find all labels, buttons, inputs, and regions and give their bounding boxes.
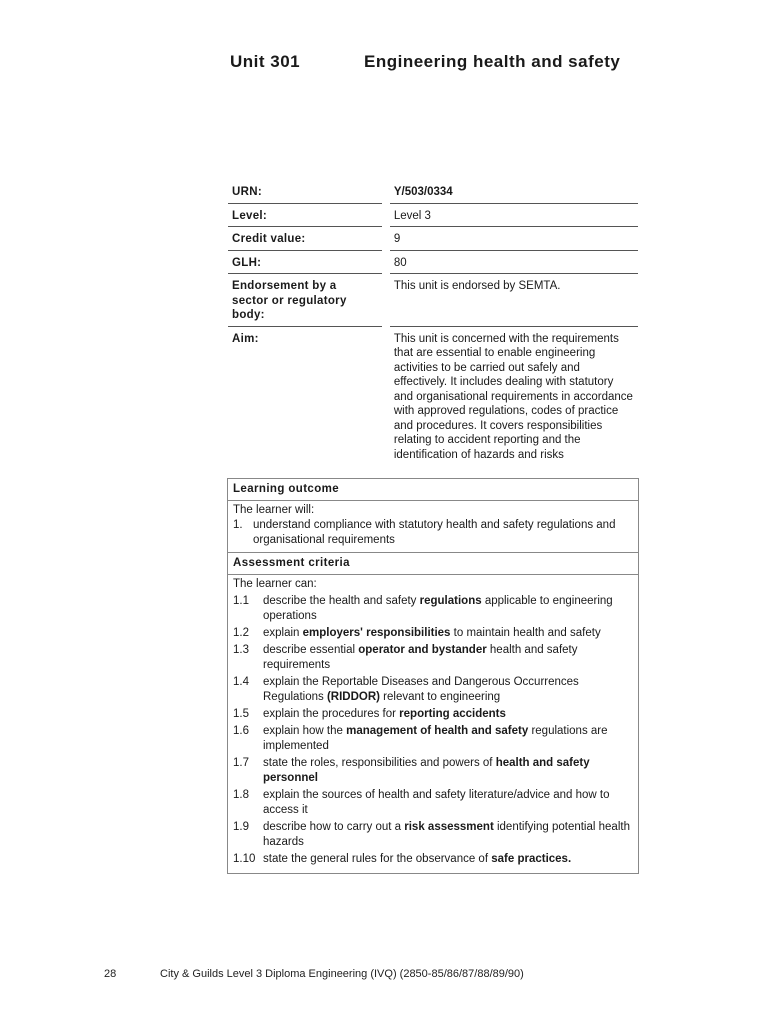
criterion-text: explain how the management of health and safety regulations are implemented (263, 725, 608, 752)
criterion-keyword: health and safety personnel (263, 757, 590, 784)
unit-info-table (228, 180, 638, 465)
criterion-number: 1.10 (233, 853, 256, 865)
unit-number: Unit 301 (230, 52, 301, 71)
info-label: Level: (228, 203, 382, 227)
learning-outcome-heading: Learning outcome (228, 479, 638, 501)
criterion-text: explain the procedures for reporting accidents (263, 708, 506, 720)
criterion-number: 1.3 (233, 644, 249, 656)
criterion-number: 1.5 (233, 708, 249, 720)
info-row (228, 326, 638, 465)
criterion-item (233, 724, 633, 754)
info-value: 80 (390, 250, 638, 274)
info-value: This unit is endorsed by SEMTA. (390, 274, 638, 327)
criterion-item (233, 820, 633, 850)
info-value: Y/503/0334 (390, 180, 638, 203)
assessment-intro: The learner can: (233, 578, 317, 590)
criterion-keyword: risk assessment (404, 821, 494, 833)
info-label: Aim: (232, 332, 259, 345)
info-row (228, 180, 638, 203)
info-row (228, 203, 638, 227)
info-value: This unit is concerned with the requirements that are essential to enable engineering activities to be carried out safely and effectively. It includes dealing with statutory and organisational requirements in accordance with approved regulations, codes of practice and procedures. It covers responsibilities relating to accident reporting and the identification of hazards and risks (393, 332, 633, 461)
criterion-keyword: reporting accidents (399, 708, 506, 720)
criterion-text: explain employers' responsibilities to maintain health and safety (263, 627, 601, 639)
info-row (228, 227, 638, 251)
criterion-keyword: management of health and safety (346, 725, 529, 737)
learning-outcome-intro: The learner will: (233, 504, 315, 516)
page-title (230, 52, 650, 72)
criterion-text: describe essential operator and bystander health and safety requirements (263, 644, 578, 671)
info-value: Level 3 (390, 203, 638, 227)
criterion-text: explain the Reportable Diseases and Dangerous Occurrences Regulations (RIDDOR) relevant to engineering (263, 676, 579, 703)
outcome-text: understand compliance with statutory health and safety regulations and organisational requirements (253, 519, 616, 546)
info-label: Endorsement by a sector or regulatory body: (228, 274, 382, 327)
info-row (228, 274, 638, 327)
criterion-text: describe how to carry out a risk assessment identifying potential health hazards (263, 821, 630, 848)
criteria-list (233, 594, 633, 867)
criterion-number: 1.8 (233, 789, 249, 801)
learning-outcome-body (228, 501, 638, 553)
criterion-number: 1.1 (233, 595, 249, 607)
criterion-text: state the roles, responsibilities and powers of health and safety personnel (263, 757, 590, 784)
footer-text: City & Guilds Level 3 Diploma Engineering (IVQ) (2850-85/86/87/88/89/90) (160, 968, 524, 980)
criterion-item (233, 626, 633, 641)
criterion-keyword: employers' responsibilities (302, 627, 451, 639)
info-value: 9 (390, 227, 638, 251)
info-label: URN: (228, 180, 382, 203)
criterion-item (233, 852, 633, 867)
criterion-item (233, 756, 633, 786)
criterion-item (233, 675, 633, 705)
info-label: Credit value: (228, 227, 382, 251)
criterion-text: describe the health and safety regulations applicable to engineering operations (263, 595, 613, 622)
criterion-number: 1.2 (233, 627, 249, 639)
criterion-item (233, 707, 633, 722)
criterion-keyword: safe practices. (491, 853, 572, 865)
page-number: 28 (104, 968, 117, 980)
learning-outcome-box (227, 478, 639, 874)
page-footer (104, 968, 704, 980)
info-label: GLH: (228, 250, 382, 274)
criterion-item (233, 594, 633, 624)
assessment-criteria-body (228, 575, 638, 873)
criterion-keyword: (RIDDOR) (326, 691, 380, 703)
unit-title: Engineering health and safety (364, 52, 621, 71)
criterion-item (233, 788, 633, 818)
criterion-item (233, 643, 633, 673)
criterion-keyword: operator and bystander (358, 644, 487, 656)
learning-outcome-item (233, 518, 633, 548)
criterion-number: 1.9 (233, 821, 249, 833)
info-row (228, 250, 638, 274)
criterion-keyword: regulations (419, 595, 482, 607)
assessment-criteria-heading: Assessment criteria (228, 553, 638, 575)
outcome-number: 1. (233, 519, 243, 531)
criterion-text: explain the sources of health and safety literature/advice and how to access it (263, 789, 610, 816)
criterion-number: 1.4 (233, 676, 249, 688)
criterion-text: state the general rules for the observance of safe practices. (263, 853, 572, 865)
criterion-number: 1.7 (233, 757, 249, 769)
criterion-number: 1.6 (233, 725, 249, 737)
